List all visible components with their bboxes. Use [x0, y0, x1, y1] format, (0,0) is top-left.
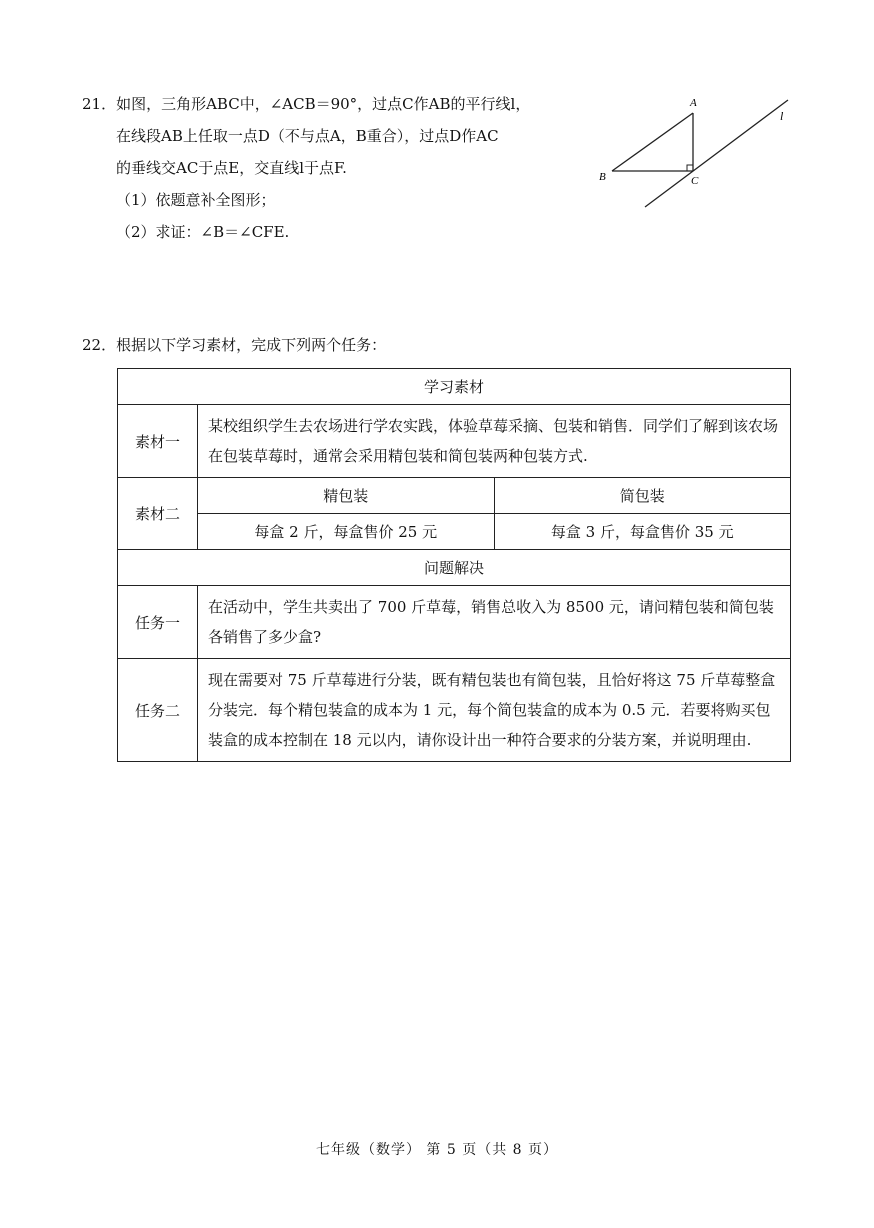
- material2-label: 素材二: [118, 478, 198, 550]
- table-row: [118, 369, 791, 405]
- triangle-figure: [590, 90, 800, 215]
- fine-pack-detail: 每盒 2 斤，每盒售价 25 元: [198, 514, 495, 550]
- line-l: [645, 100, 788, 207]
- materials-table: [117, 368, 791, 762]
- right-angle-mark: [687, 165, 693, 171]
- table-row: [118, 586, 791, 659]
- label-l: l: [780, 109, 784, 123]
- solve-header: 问题解决: [118, 550, 791, 586]
- material1-text: 某校组织学生去农场进行学农实践，体验草莓采摘、包装和销售．同学们了解到该农场在包装草莓时，通常会采用精包装和简包装两种包装方式.: [198, 405, 791, 478]
- task1-text: 在活动中，学生共卖出了 700 斤草莓，销售总收入为 8500 元，请问精包装和简包装各销售了多少盒?: [198, 586, 791, 659]
- q21-line1: 21．如图，三角形ABC中，∠ACB＝90°，过点C作AB的平行线l，: [82, 95, 531, 113]
- segment-ab: [612, 113, 693, 171]
- task2-text: 现在需要对 75 斤草莓进行分装，既有精包装也有简包装，且恰好将这 75 斤草莓整盒分装完．每个精包装盒的成本为 1 元，每个简包装盒的成本为 0.5 元．若要将购买包装盒的成本控制在 18 元以内，请你设计出一种符合要求的分装方案，并说明理由.: [198, 659, 791, 762]
- q21-line2: 在线段AB上任取一点D（不与点A，B重合），过点D作AC: [116, 127, 499, 145]
- table-row: [118, 405, 791, 478]
- task1-label: 任务一: [118, 586, 198, 659]
- table-row: [118, 514, 791, 550]
- simple-pack-detail: 每盒 3 斤，每盒售价 35 元: [494, 514, 791, 550]
- task2-label: 任务二: [118, 659, 198, 762]
- label-b: B: [599, 171, 606, 183]
- table-row: [118, 550, 791, 586]
- q22-title: 22．根据以下学习素材，完成下列两个任务：: [82, 336, 387, 354]
- q21-part1: （1）依题意补全图形；: [116, 191, 276, 209]
- fine-pack-header: 精包装: [198, 478, 495, 514]
- q21-part2: （2）求证：∠B＝∠CFE.: [116, 223, 290, 241]
- material1-label: 素材一: [118, 405, 198, 478]
- table-row: [118, 659, 791, 762]
- question-21: [82, 88, 602, 248]
- label-c: C: [691, 175, 699, 187]
- label-a: A: [690, 97, 697, 109]
- table-row: [118, 478, 791, 514]
- simple-pack-header: 简包装: [494, 478, 791, 514]
- materials-header: 学习素材: [118, 369, 791, 405]
- triangle-diagram: [590, 90, 800, 215]
- page-footer: 七年级（数学） 第 5 页（共 8 页）: [315, 1142, 559, 1158]
- q21-line3: 的垂线交AC于点E，交直线l于点F.: [116, 159, 347, 177]
